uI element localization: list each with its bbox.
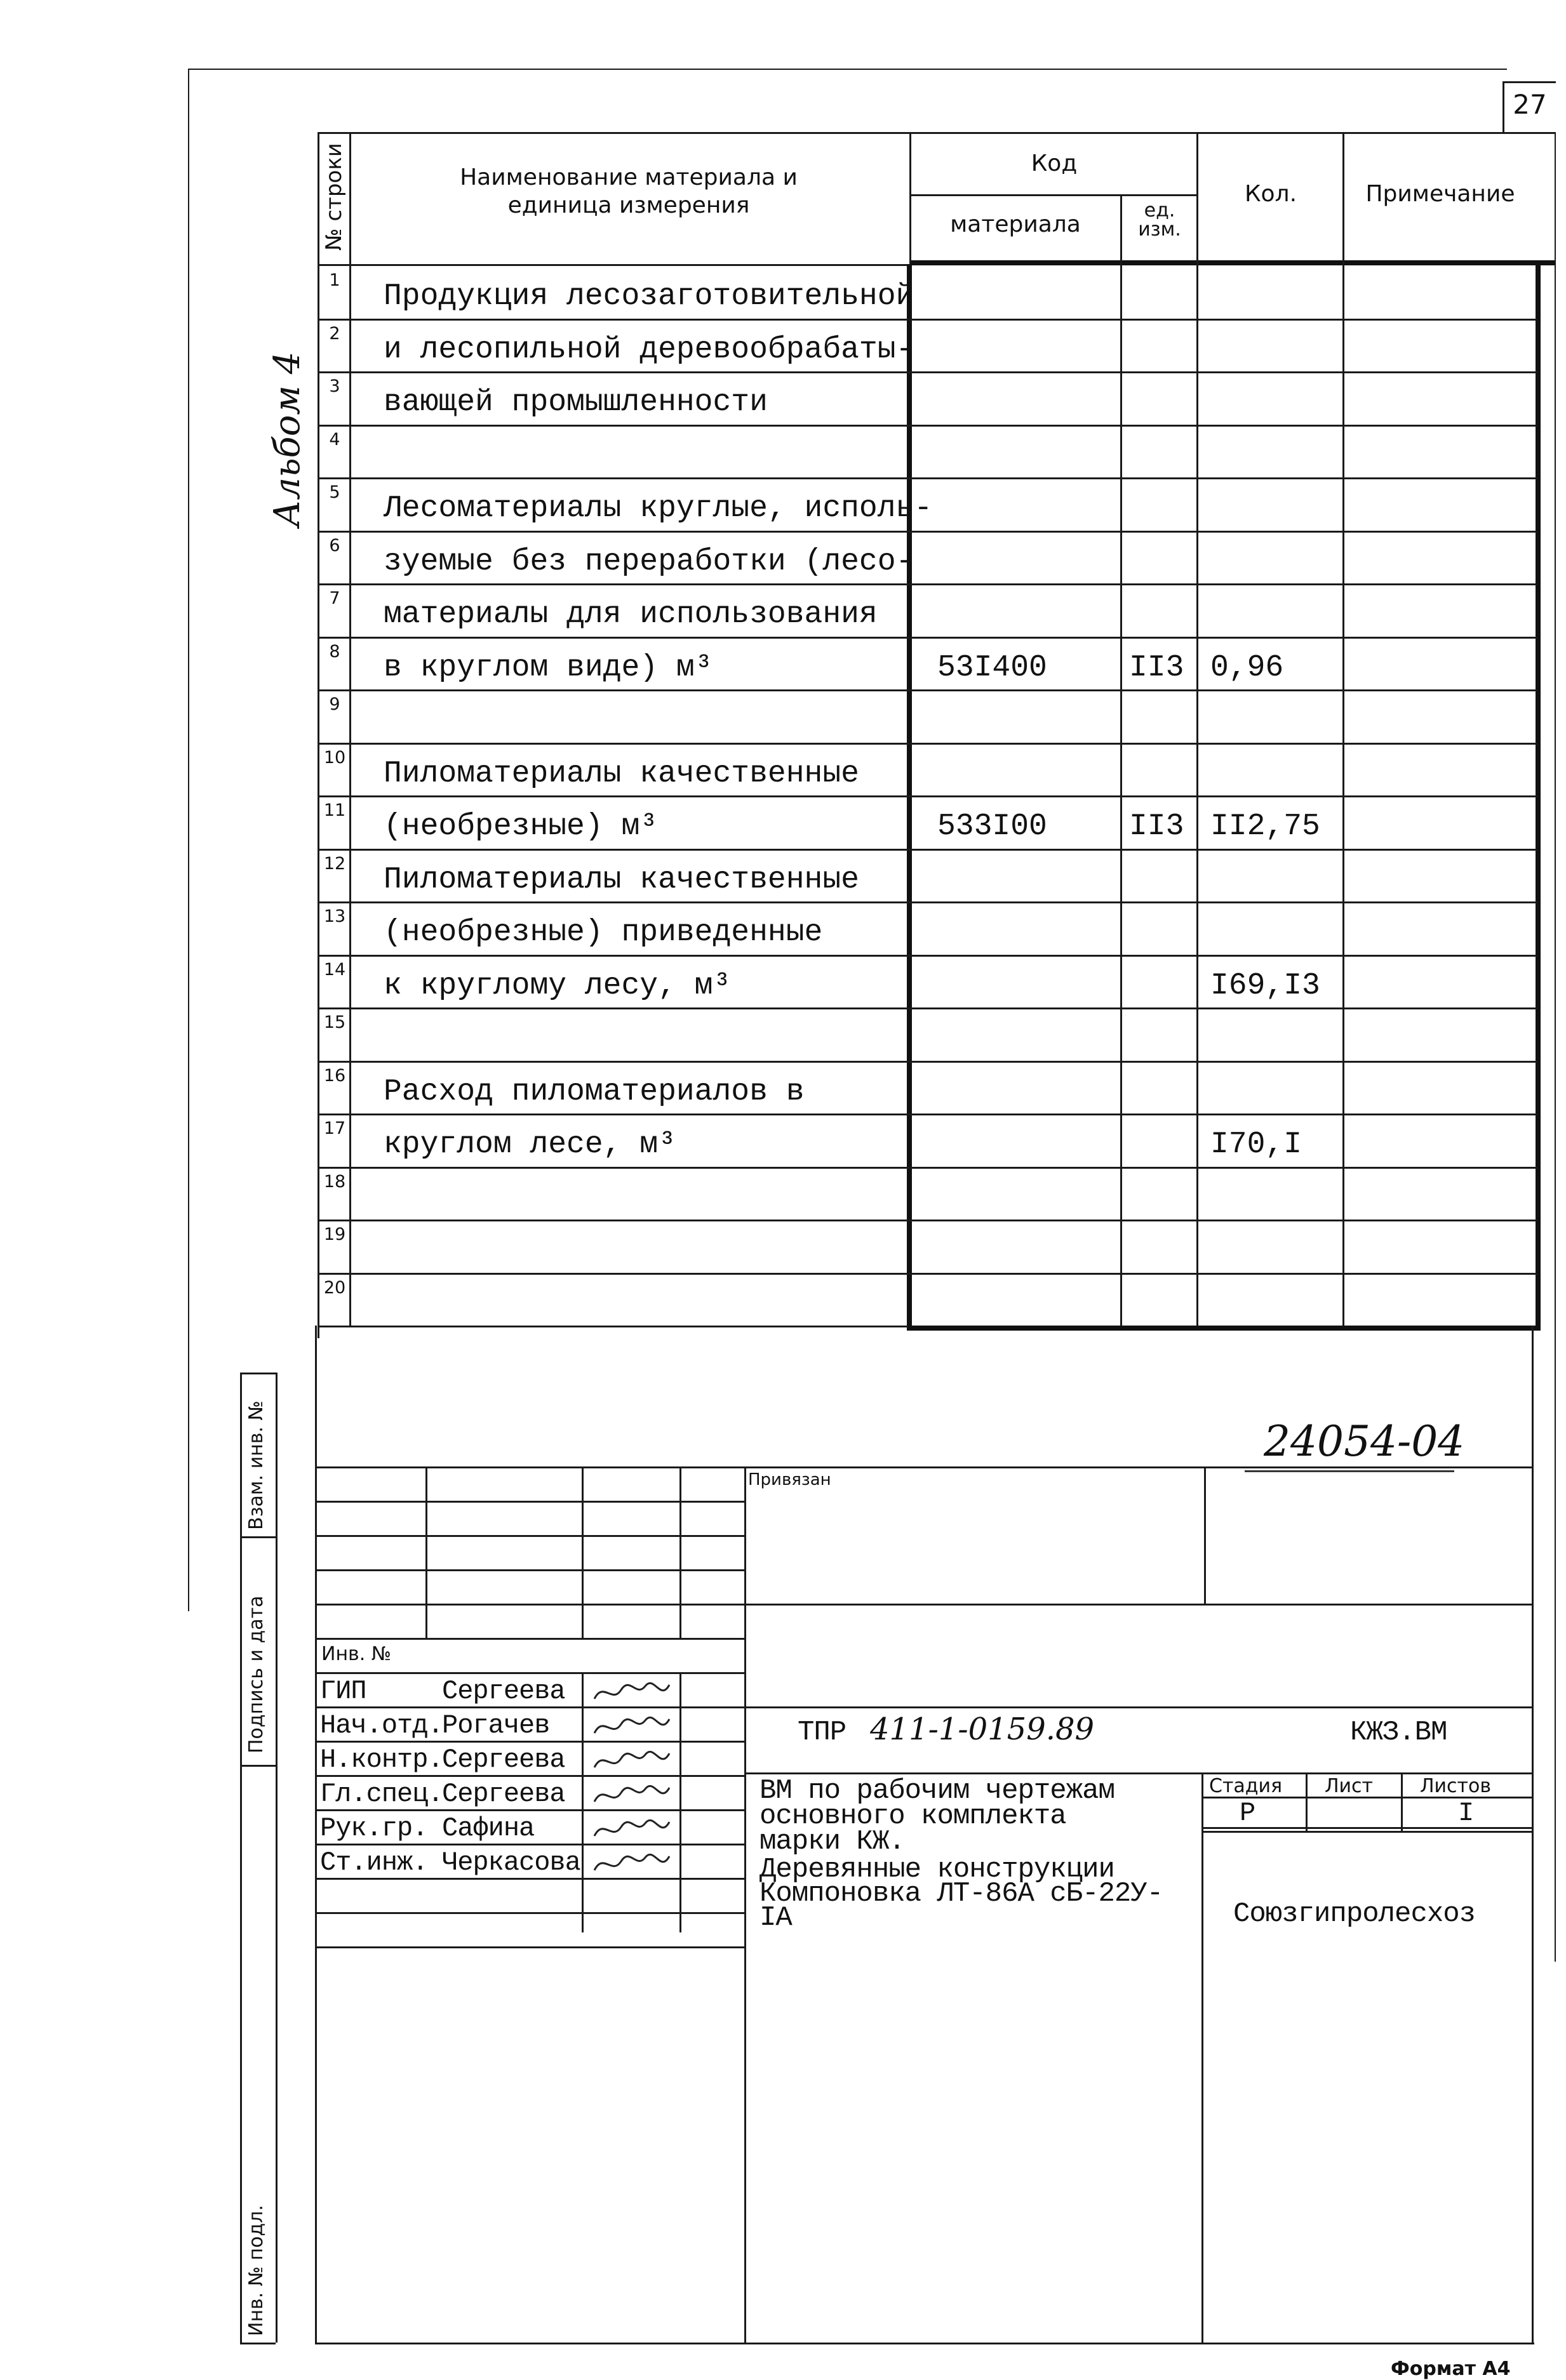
row-quantity: I69,I3 (1210, 969, 1320, 1003)
sheet-label: Лист (1325, 1775, 1374, 1797)
row-quantity: I70,I (1210, 1127, 1302, 1162)
row-name: (необрезные) приведенные (384, 915, 823, 950)
row-name: круглом лесе, м³ (384, 1127, 676, 1162)
side-label-inv: Инв. № подл. (245, 2205, 267, 2336)
person-name: Сергеева (442, 1779, 565, 1809)
person-name: Сафина (442, 1813, 535, 1844)
header-qty: Кол. (1244, 181, 1297, 207)
person-role: Гл.спец. (320, 1779, 443, 1809)
row-number: 11 (323, 801, 346, 820)
side-label-replace: Взам. инв. № (245, 1400, 267, 1530)
header-code: Код (1031, 150, 1078, 176)
row-number: 10 (323, 748, 346, 768)
person-role: Нач.отд. (320, 1710, 443, 1741)
description-line: Компоновка ЛТ-86А сБ-22У- (760, 1878, 1163, 1910)
description-line: IA (760, 1902, 792, 1934)
header-note: Примечание (1365, 181, 1515, 207)
row-number: 1 (329, 270, 340, 290)
row-name: (необрезные) м³ (384, 809, 659, 844)
row-name: вающей промышленности (384, 385, 768, 420)
sheets-value: I (1458, 1798, 1474, 1828)
doc-mark: КЖЗ.ВМ (1350, 1717, 1447, 1748)
row-divider (318, 583, 1537, 585)
person-role: Н.контр. (320, 1745, 443, 1775)
row-material-code: 533I00 (937, 809, 1047, 844)
description-line: ВМ по рабочим чертежам (760, 1775, 1114, 1807)
row-quantity: 0,96 (1210, 651, 1284, 685)
stage-label: Стадия (1209, 1775, 1283, 1797)
description-line: марки КЖ. (760, 1826, 905, 1858)
row-divider (318, 1114, 1537, 1115)
header-unit-1: ед. (1144, 199, 1175, 222)
person-role: Ст.инж. (320, 1847, 428, 1878)
row-divider (318, 689, 1537, 691)
row-number: 2 (329, 324, 340, 343)
row-number: 12 (323, 854, 346, 874)
album-note: Альбом 4 (267, 351, 308, 527)
header-separator (909, 260, 1555, 265)
frame-left-line (188, 69, 189, 1611)
organization: Союзгипролесхоз (1233, 1898, 1476, 1930)
row-number: 19 (323, 1225, 346, 1244)
side-label-signature: Подпись и дата (245, 1595, 267, 1753)
signature (591, 1816, 673, 1844)
row-number: 16 (323, 1066, 346, 1086)
signature (591, 1781, 673, 1809)
row-number: 18 (323, 1172, 346, 1192)
row-name: Пиломатериалы качественные (384, 863, 859, 897)
row-divider (318, 425, 1537, 427)
row-divider (318, 1167, 1537, 1169)
row-divider (318, 1220, 1537, 1221)
handwritten-number: 24054-04 (1264, 1417, 1465, 1466)
page-number: 27 (1513, 89, 1547, 120)
header-name-line1: Наименование материала и (460, 164, 798, 190)
row-divider (318, 637, 1537, 639)
description-line: основного комплекта (760, 1800, 1066, 1832)
signature (591, 1747, 673, 1775)
row-divider (318, 1061, 1537, 1063)
row-number: 6 (329, 536, 340, 555)
row-unit-code: II3 (1129, 809, 1184, 844)
row-name: материалы для использования (384, 597, 878, 632)
inv-no-label: Инв. № (321, 1643, 392, 1665)
header-unit-2: изм. (1138, 218, 1181, 241)
row-divider (318, 477, 1537, 479)
row-number: 4 (329, 430, 340, 449)
row-name: в круглом виде) м³ (384, 651, 713, 685)
row-name: Лесоматериалы круглые, исполь- (384, 491, 933, 526)
person-name: Сергеева (442, 1745, 565, 1775)
privyazan-label: Привязан (748, 1470, 831, 1489)
row-divider (318, 1007, 1537, 1009)
row-number: 7 (329, 588, 340, 608)
format-label: Формат А4 (1391, 2358, 1511, 2380)
header-row-no: № строки (321, 143, 347, 251)
row-divider (318, 795, 1537, 797)
row-number: 8 (329, 642, 340, 661)
row-name: к круглому лесу, м³ (384, 969, 732, 1003)
header-material: материала (950, 211, 1081, 237)
table-bottom (907, 1326, 1541, 1331)
person-role: ГИП (320, 1676, 366, 1706)
row-number: 15 (323, 1013, 346, 1032)
row-unit-code: II3 (1129, 651, 1184, 685)
row-number: 20 (323, 1278, 346, 1298)
signature (591, 1679, 673, 1706)
frame-right-line (1555, 133, 1556, 1962)
row-name: зуемые без переработки (лесо- (384, 545, 914, 579)
row-number: 13 (323, 907, 346, 926)
signature (591, 1713, 673, 1741)
row-divider (318, 743, 1537, 745)
row-name: Пиломатериалы качественные (384, 757, 859, 791)
row-number: 3 (329, 376, 340, 396)
header-name-line2: единица измерения (507, 192, 750, 218)
sheets-label: Листов (1420, 1775, 1492, 1797)
row-number: 14 (323, 960, 346, 980)
row-divider (318, 531, 1537, 533)
frame-top-line (189, 69, 1507, 70)
row-name: и лесопильной деревообрабаты- (384, 333, 914, 367)
row-divider (318, 901, 1537, 903)
signature (591, 1850, 673, 1878)
row-number: 17 (323, 1119, 346, 1138)
person-name: Рогачев (442, 1710, 550, 1741)
stage-value: Р (1240, 1798, 1255, 1828)
person-name: Сергеева (442, 1676, 565, 1706)
row-divider (318, 371, 1537, 373)
row-number: 9 (329, 695, 340, 714)
row-number: 5 (329, 482, 340, 502)
row-divider (318, 955, 1537, 957)
row-quantity: II2,75 (1210, 809, 1320, 844)
person-name: Черкасова (442, 1847, 580, 1878)
row-divider (318, 319, 1537, 321)
page-number-box-top (1502, 81, 1556, 83)
doc-code: 411-1-0159.89 (870, 1712, 1095, 1747)
doc-code-prefix: ТПР (798, 1717, 847, 1748)
row-divider (318, 849, 1537, 851)
page-number-box-left (1502, 83, 1504, 133)
row-name: Расход пиломатериалов в (384, 1075, 805, 1109)
person-role: Рук.гр. (320, 1813, 428, 1844)
row-divider (318, 1273, 1537, 1275)
row-name: Продукция лесозаготовительной (384, 279, 914, 314)
description-line: Деревянные конструкции (760, 1854, 1114, 1885)
row-material-code: 53I400 (937, 651, 1047, 685)
